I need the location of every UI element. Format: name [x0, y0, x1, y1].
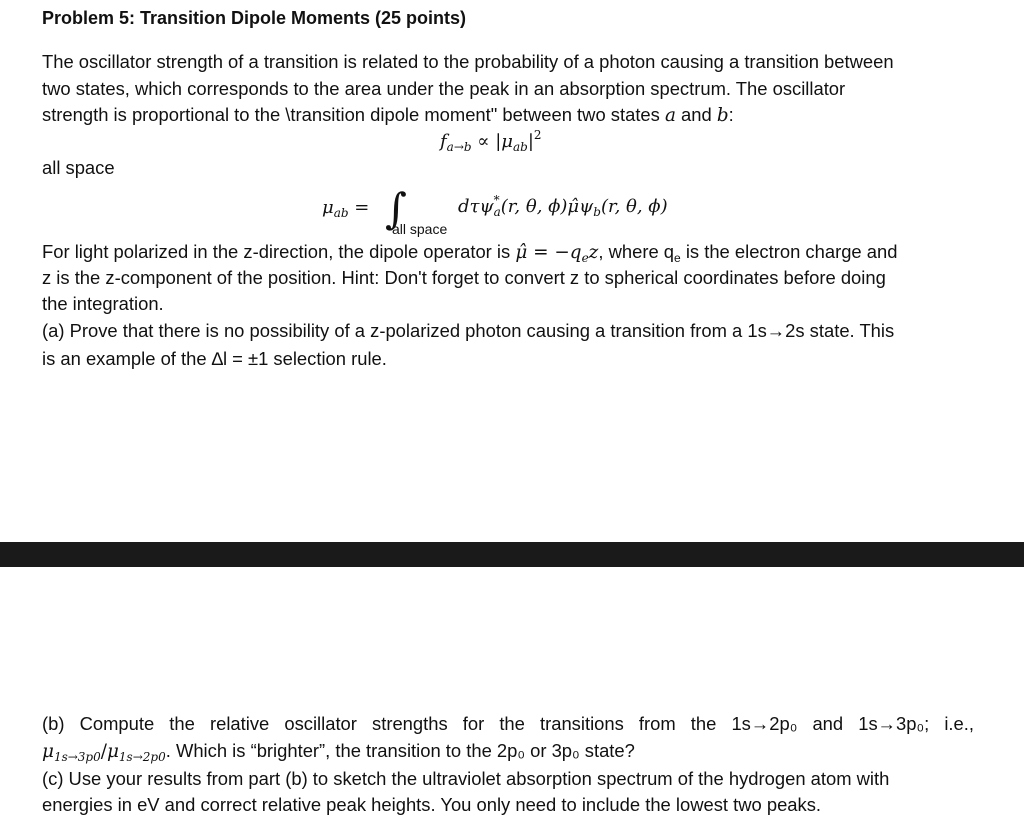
intro-line-3 [42, 104, 734, 127]
integrand-star: * [493, 193, 500, 207]
integral-sign: ∫ [385, 184, 407, 233]
part-b-line-1: (b) Compute the relative oscillator strengths for the transitions from the 1s→2p₀ and 1s→3p₀; i.e., [42, 713, 974, 734]
polarization-line-2: z is the z-component of the position. Hint: Don't forget to convert z to spherical coordinates before doing [42, 267, 886, 288]
eq2-mu-sub: ab [333, 206, 349, 220]
eq2-equals: = [348, 197, 370, 218]
eq1-mu-sub: ab [512, 140, 528, 154]
eq1-bar: | [527, 131, 534, 152]
ratio-mu-1: μ [42, 741, 54, 762]
dipole-integrand [458, 193, 668, 219]
ratio-sub-1: 1s→3p0 [53, 750, 101, 764]
and-word: and [675, 104, 717, 125]
integrand-sub-a: a [493, 205, 501, 219]
intro-line-3-text: strength is proportional to the \transition dipole moment" between two states [42, 104, 665, 125]
where-q: , where q [598, 241, 675, 262]
all-space-label: all space [42, 157, 115, 178]
var-a: a [664, 105, 676, 126]
polarization-text: For light polarized in the z-direction, the dipole operator is [42, 241, 516, 262]
dipole-operator: μ̂ = −q [515, 242, 582, 263]
integrand-rest: (r, θ, ϕ)μ̂ψ [500, 196, 594, 217]
oscillator-strength-equation [440, 128, 542, 154]
integral-bound: all space [392, 221, 448, 237]
eq1-f-sub: a→b [446, 140, 472, 154]
integrand-end: (r, θ, ϕ) [600, 196, 668, 217]
qe-sub: e [674, 251, 681, 265]
var-b: b [716, 105, 729, 126]
eq2-mu: μ [322, 197, 334, 218]
eq1-f: f [440, 131, 447, 152]
ratio-slash: / [100, 741, 107, 762]
ratio-dot: . [165, 740, 171, 761]
dipole-operator-z: z [588, 242, 599, 263]
page-separator [0, 542, 1024, 567]
intro-line-1: The oscillator strength of a transition is related to the probability of a photon causing a transition between [42, 51, 894, 72]
eq1-sup: 2 [533, 128, 542, 142]
part-b-line-2 [42, 740, 635, 764]
dipole-moment-lhs [322, 197, 369, 218]
part-a-line-2: is an example of the ∆l = ±1 selection rule. [42, 348, 387, 369]
charge-text: is the electron charge and [680, 241, 898, 262]
polarization-line-3: the integration. [42, 293, 164, 314]
part-a-line-1: (a) Prove that there is no possibility of a z-polarized photon causing a transition from a 1s→2s state. This [42, 320, 895, 341]
integrand-sub-b: b [593, 205, 601, 219]
ratio-mu-2: μ [106, 741, 119, 762]
intro-line-2: two states, which corresponds to the area under the peak in an absorption spectrum. The oscillator [42, 78, 846, 99]
eq1-propto: ∝ | [471, 131, 502, 152]
ratio-sub-2: 1s→2p0 [118, 750, 166, 764]
part-c-line-1: (c) Use your results from part (b) to sketch the ultraviolet absorption spectrum of the hydrogen atom with [42, 768, 890, 789]
problem-title: Problem 5: Transition Dipole Moments (25 points) [42, 8, 467, 28]
polarization-line-1 [42, 241, 897, 265]
brighter-question: Which is “brighter”, the transition to the 2p₀ or 3p₀ state? [170, 740, 635, 761]
integrand-start: dτψ [458, 196, 494, 217]
dipole-operator-sub: e [581, 251, 589, 265]
part-c-line-2: energies in eV and correct relative peak heights. You only need to include the lowest two peaks. [42, 794, 822, 815]
colon: : [728, 104, 734, 125]
eq1-mu: μ [501, 131, 513, 152]
